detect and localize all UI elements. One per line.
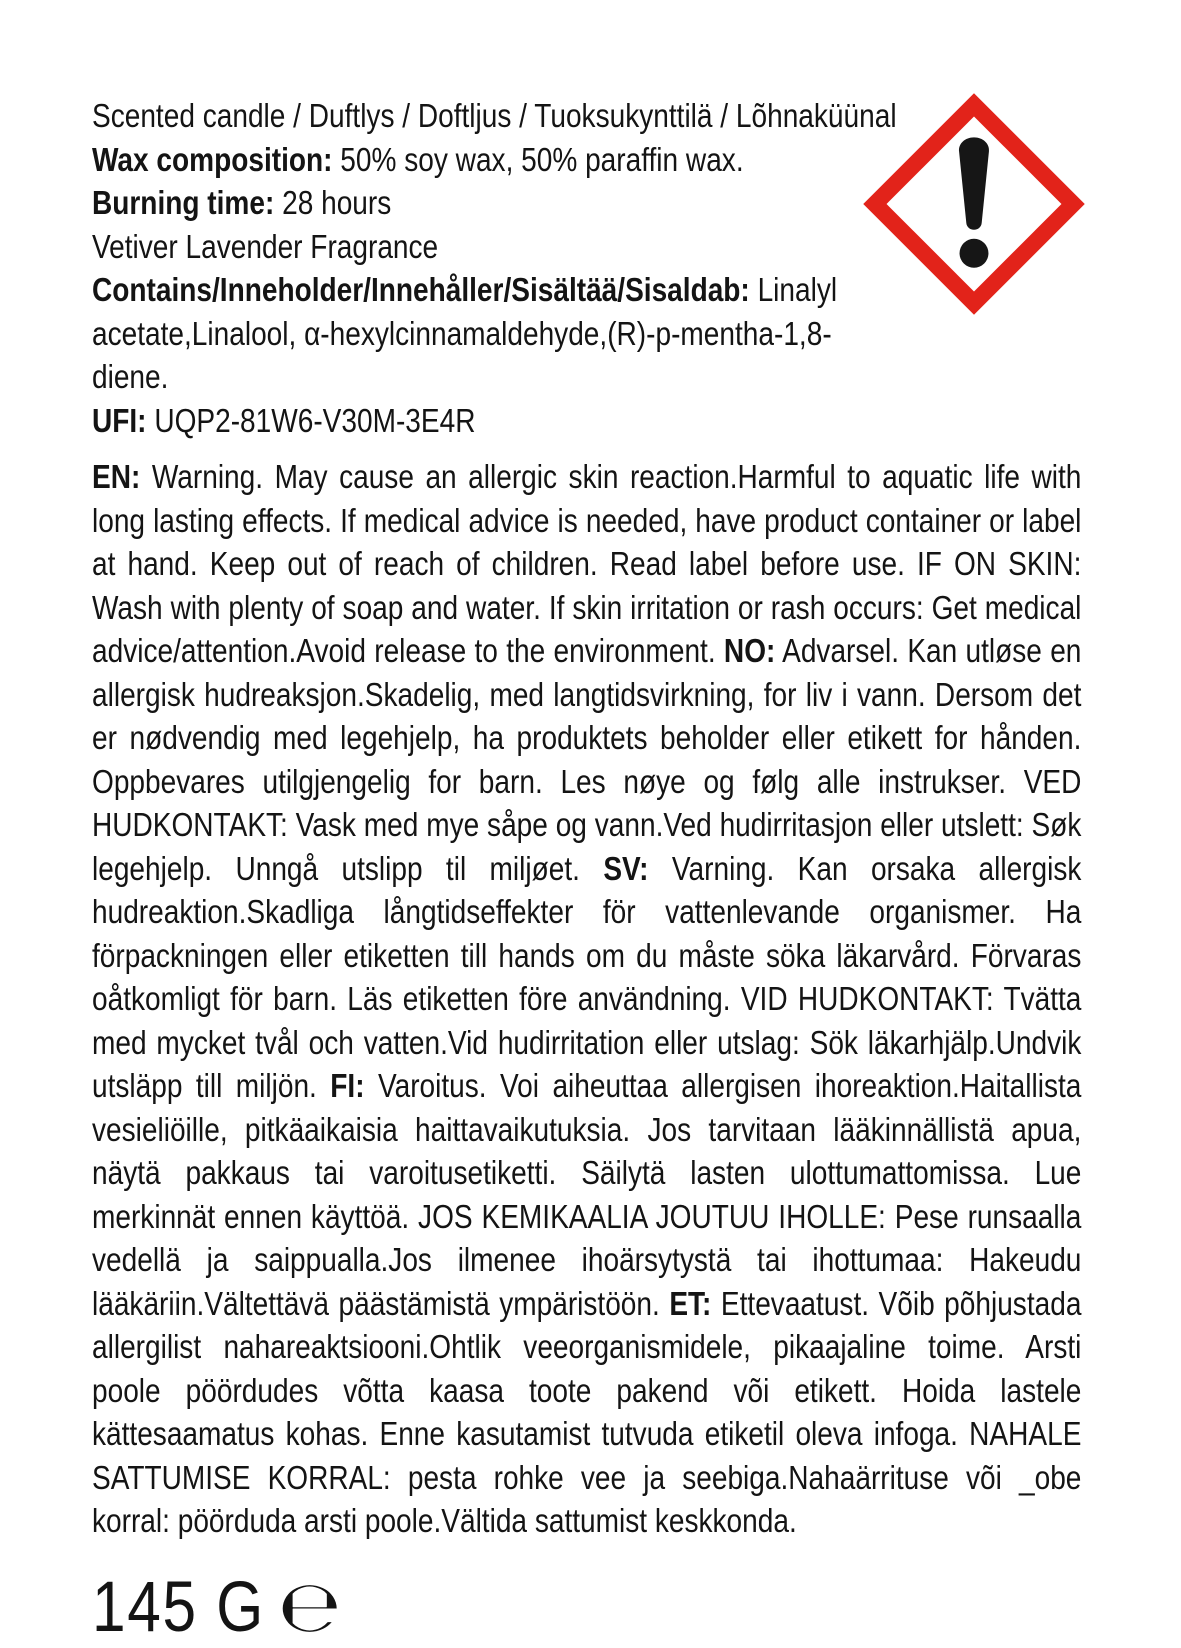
burning-time-value: 28 hours — [282, 184, 392, 221]
lang-label-en: EN: — [92, 458, 141, 495]
net-weight-line — [92, 1564, 1081, 1648]
lang-label-et: ET: — [669, 1284, 712, 1322]
ufi-value: UQP2-81W6-V30M-3E4R — [154, 401, 476, 439]
net-weight-value: 145 G — [92, 1567, 265, 1647]
burning-time-label: Burning time: — [92, 184, 275, 221]
wax-composition-line — [92, 138, 1081, 182]
hazard-text-fi: Varoitus. Voi aiheuttaa allergisen ihoreaktion.Haitallista vesieliöille, pitkäaikaisia haittavaikutuksia. Jos tarvitaan lääkinnällistä apua, näytä pakkaus tai varoitusetiketti. Säilytä lasten ulottumattomissa. Lue merkinnät ennen käyttöä. JOS KEMIKAALIA JOUTUU IHOLLE: Pese runsaalla vedellä ja saippualla.Jos ilmenee ihoärsytystä tai ihottumaa: Hakeudu lääkäriin.Vältettävä päästämistä ympäristöön. — [92, 1067, 1082, 1322]
hazard-text-et: Ettevaatust. Võib põhjustada allergilist nahareaktsiooni.Ohtlik veeorganismidele, pikaajaline toime. Arsti poole pöördudes võtta kaasa toote pakend või etikett. Hoida lastele kättesaamatus kohas. Enne kasutamist tutvuda etiketil oleva infoga. NAHALE SATTUMISE KORRAL: pesta rohke vee ja seebiga.Nahaärrituse või _obe korral: pöörduda arsti poole.Vältida sattumist keskkonda. — [92, 1284, 1082, 1539]
burning-time-line — [92, 181, 1081, 225]
hazard-text-sv: Varning. Kan orsaka allergisk hudreaktion.Skadliga långtidseffekter för vattenlevande organismer. Ha förpackningen eller etiketten till hands om du måste söka läkarvård. Förvaras oåtkomligt för barn. Läs etiketten före användning. VID HUDKONTAKT: Tvätta med mycket tvål och vatten.Vid hudirritation eller utslag: Sök läkarhjälp.Undvik utsläpp till miljön. — [92, 849, 1082, 1104]
ufi-line — [92, 399, 1081, 443]
contains-value: Linalyl acetate,Linalool, α-hexylcinnamaldehyde,(R)-p-mentha-1,8-diene. — [92, 271, 838, 395]
wax-composition-label: Wax composition: — [92, 140, 333, 178]
fragrance-name: Vetiver Lavender Fragrance — [92, 227, 439, 265]
lang-label-no: NO: — [723, 632, 776, 669]
product-names: Scented candle / Duftlys / Doftljus / Tuoksukynttilä / Lõhnaküünal — [92, 97, 897, 134]
ufi-label: UFI: — [92, 401, 147, 439]
lang-label-fi: FI: — [330, 1067, 365, 1104]
wax-composition-value: 50% soy wax, 50% paraffin wax. — [340, 140, 744, 178]
hazard-text-no: Advarsel. Kan utløse en allergisk hudreaksjon.Skadelig, med langtidsvirkning, for liv i vann. Dersom det er nødvendig med legehjelp, ha produktets beholder eller etikett for hånden. Oppbevares utilgjengelig for barn. Les nøye og følg alle instrukser. VED HUDKONTAKT: Vask med mye såpe og vann.Ved hudirritasjon eller utslett: Søk legehjelp. Unngå utslipp til miljøet. — [92, 632, 1082, 887]
contains-label: Contains/Inneholder/Innehåller/Sisältää/Sisaldab: — [92, 271, 750, 308]
lang-label-sv: SV: — [603, 849, 649, 887]
label-text-column — [92, 94, 1081, 1648]
contains-line — [92, 268, 862, 399]
hazard-statements-paragraph — [92, 455, 1081, 1543]
product-header — [92, 94, 1081, 442]
hazard-text-en: Warning. May cause an allergic skin reaction.Harmful to aquatic life with long lasting effects. If medical advice is needed, have product container or label at hand. Keep out of reach of children. Read label before use. IF ON SKIN: Wash with plenty of soap and water. If skin irritation or rash occurs: Get medical advice/attention.Avoid release to the environment. — [92, 458, 1082, 669]
estimated-sign: ℮ — [278, 1564, 344, 1648]
